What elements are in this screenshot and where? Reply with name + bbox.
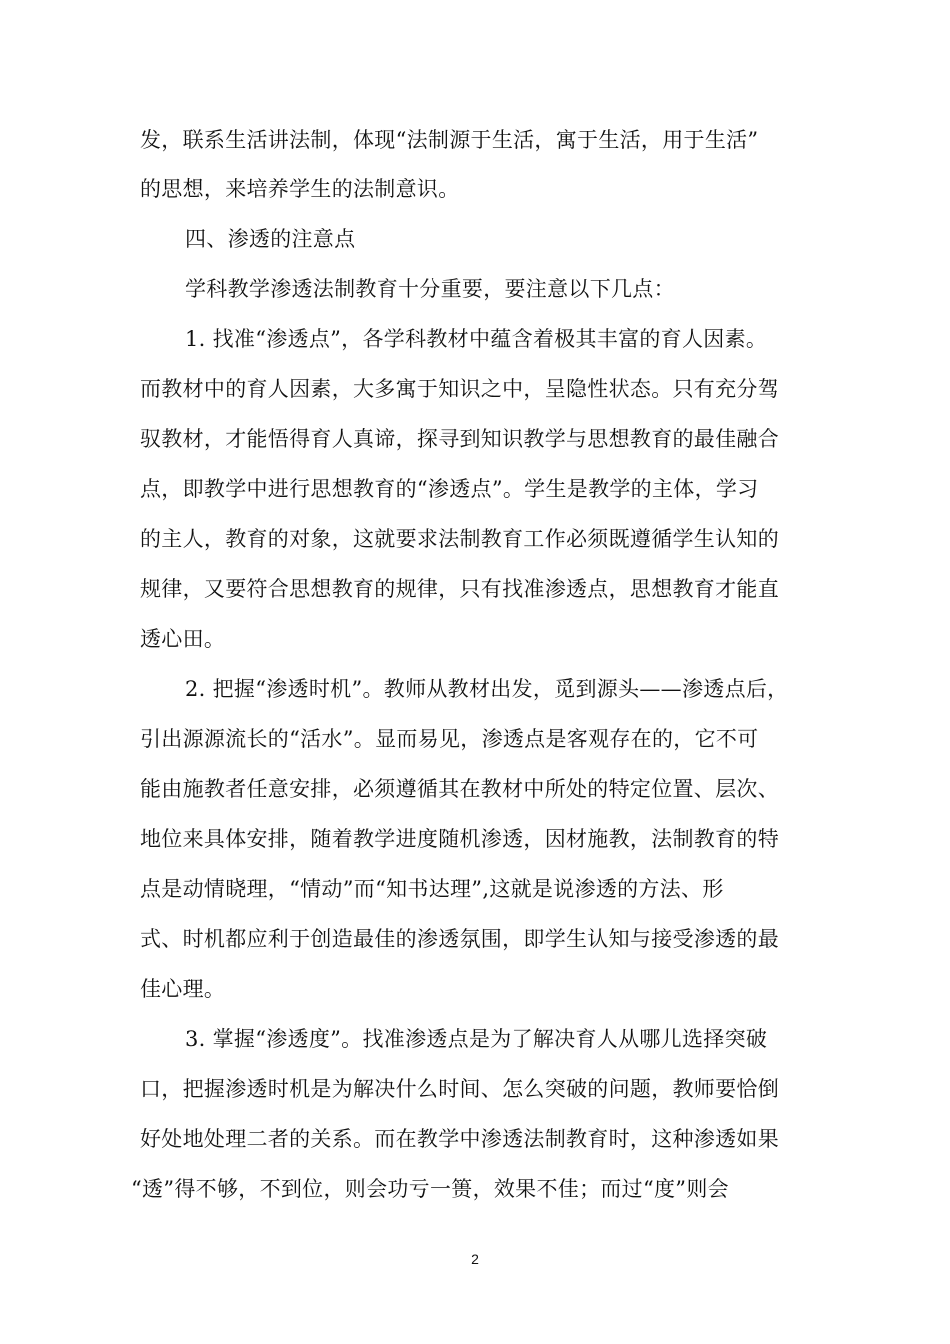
text-line: 佳心理。 [140,977,226,1001]
text-line: 引出源源流长的“活水”。显而易见，渗透点是客观存在的，它不可 [140,727,759,751]
list-item: 1. 找准“渗透点”，各学科教材中蕴含着极其丰富的育人因素。 [185,327,768,351]
section-heading: 四、渗透的注意点 [185,227,356,251]
text-line: 发，联系生活讲法制，体现“法制源于生活，寓于生活，用于生活” [140,128,759,152]
text-line: 好处地处理二者的关系。而在教学中渗透法制教育时，这种渗透如果 [140,1127,779,1151]
text-line: 口，把握渗透时机是为解决什么时间、怎么突破的问题，教师要恰倒 [140,1077,779,1101]
text-line: 点是动情晓理，“情动”而“知书达理”,这就是说渗透的方法、形 [140,877,724,901]
text-line: 地位来具体安排，随着教学进度随机渗透，因材施教，法制教育的特 [140,827,779,851]
page-number: 2 [471,1251,479,1267]
text-line: 透心田。 [140,627,226,651]
text-line: 式、时机都应利于创造最佳的渗透氛围，即学生认知与接受渗透的最 [140,927,779,951]
text-line: 的思想，来培养学生的法制意识。 [140,177,460,201]
text-line: 学科教学渗透法制教育十分重要，要注意以下几点： [185,277,675,301]
text-line: 规律，又要符合思想教育的规律，只有找准渗透点，思想教育才能直 [140,577,779,601]
text-line: 而教材中的育人因素，大多寓于知识之中，呈隐性状态。只有充分驾 [140,377,779,401]
text-line: 驭教材，才能悟得育人真谛，探寻到知识教学与思想教育的最佳融合 [140,427,779,451]
text-line: 能由施教者任意安排，必须遵循其在教材中所处的特定位置、层次、 [140,777,779,801]
list-item: 3. 掌握“渗透度”。找准渗透点是为了解决育人从哪儿选择突破 [185,1027,768,1051]
text-line: “透”得不够，不到位，则会功亏一篑，效果不佳；而过“度”则会 [131,1177,729,1201]
text-line: 点，即教学中进行思想教育的“渗透点”。学生是教学的主体，学习 [140,477,759,501]
text-line: 的主人，教育的对象，这就要求法制教育工作必须既遵循学生认知的 [140,527,779,551]
list-item: 2. 把握“渗透时机”。教师从教材出发，觅到源头——渗透点后， [185,677,789,701]
